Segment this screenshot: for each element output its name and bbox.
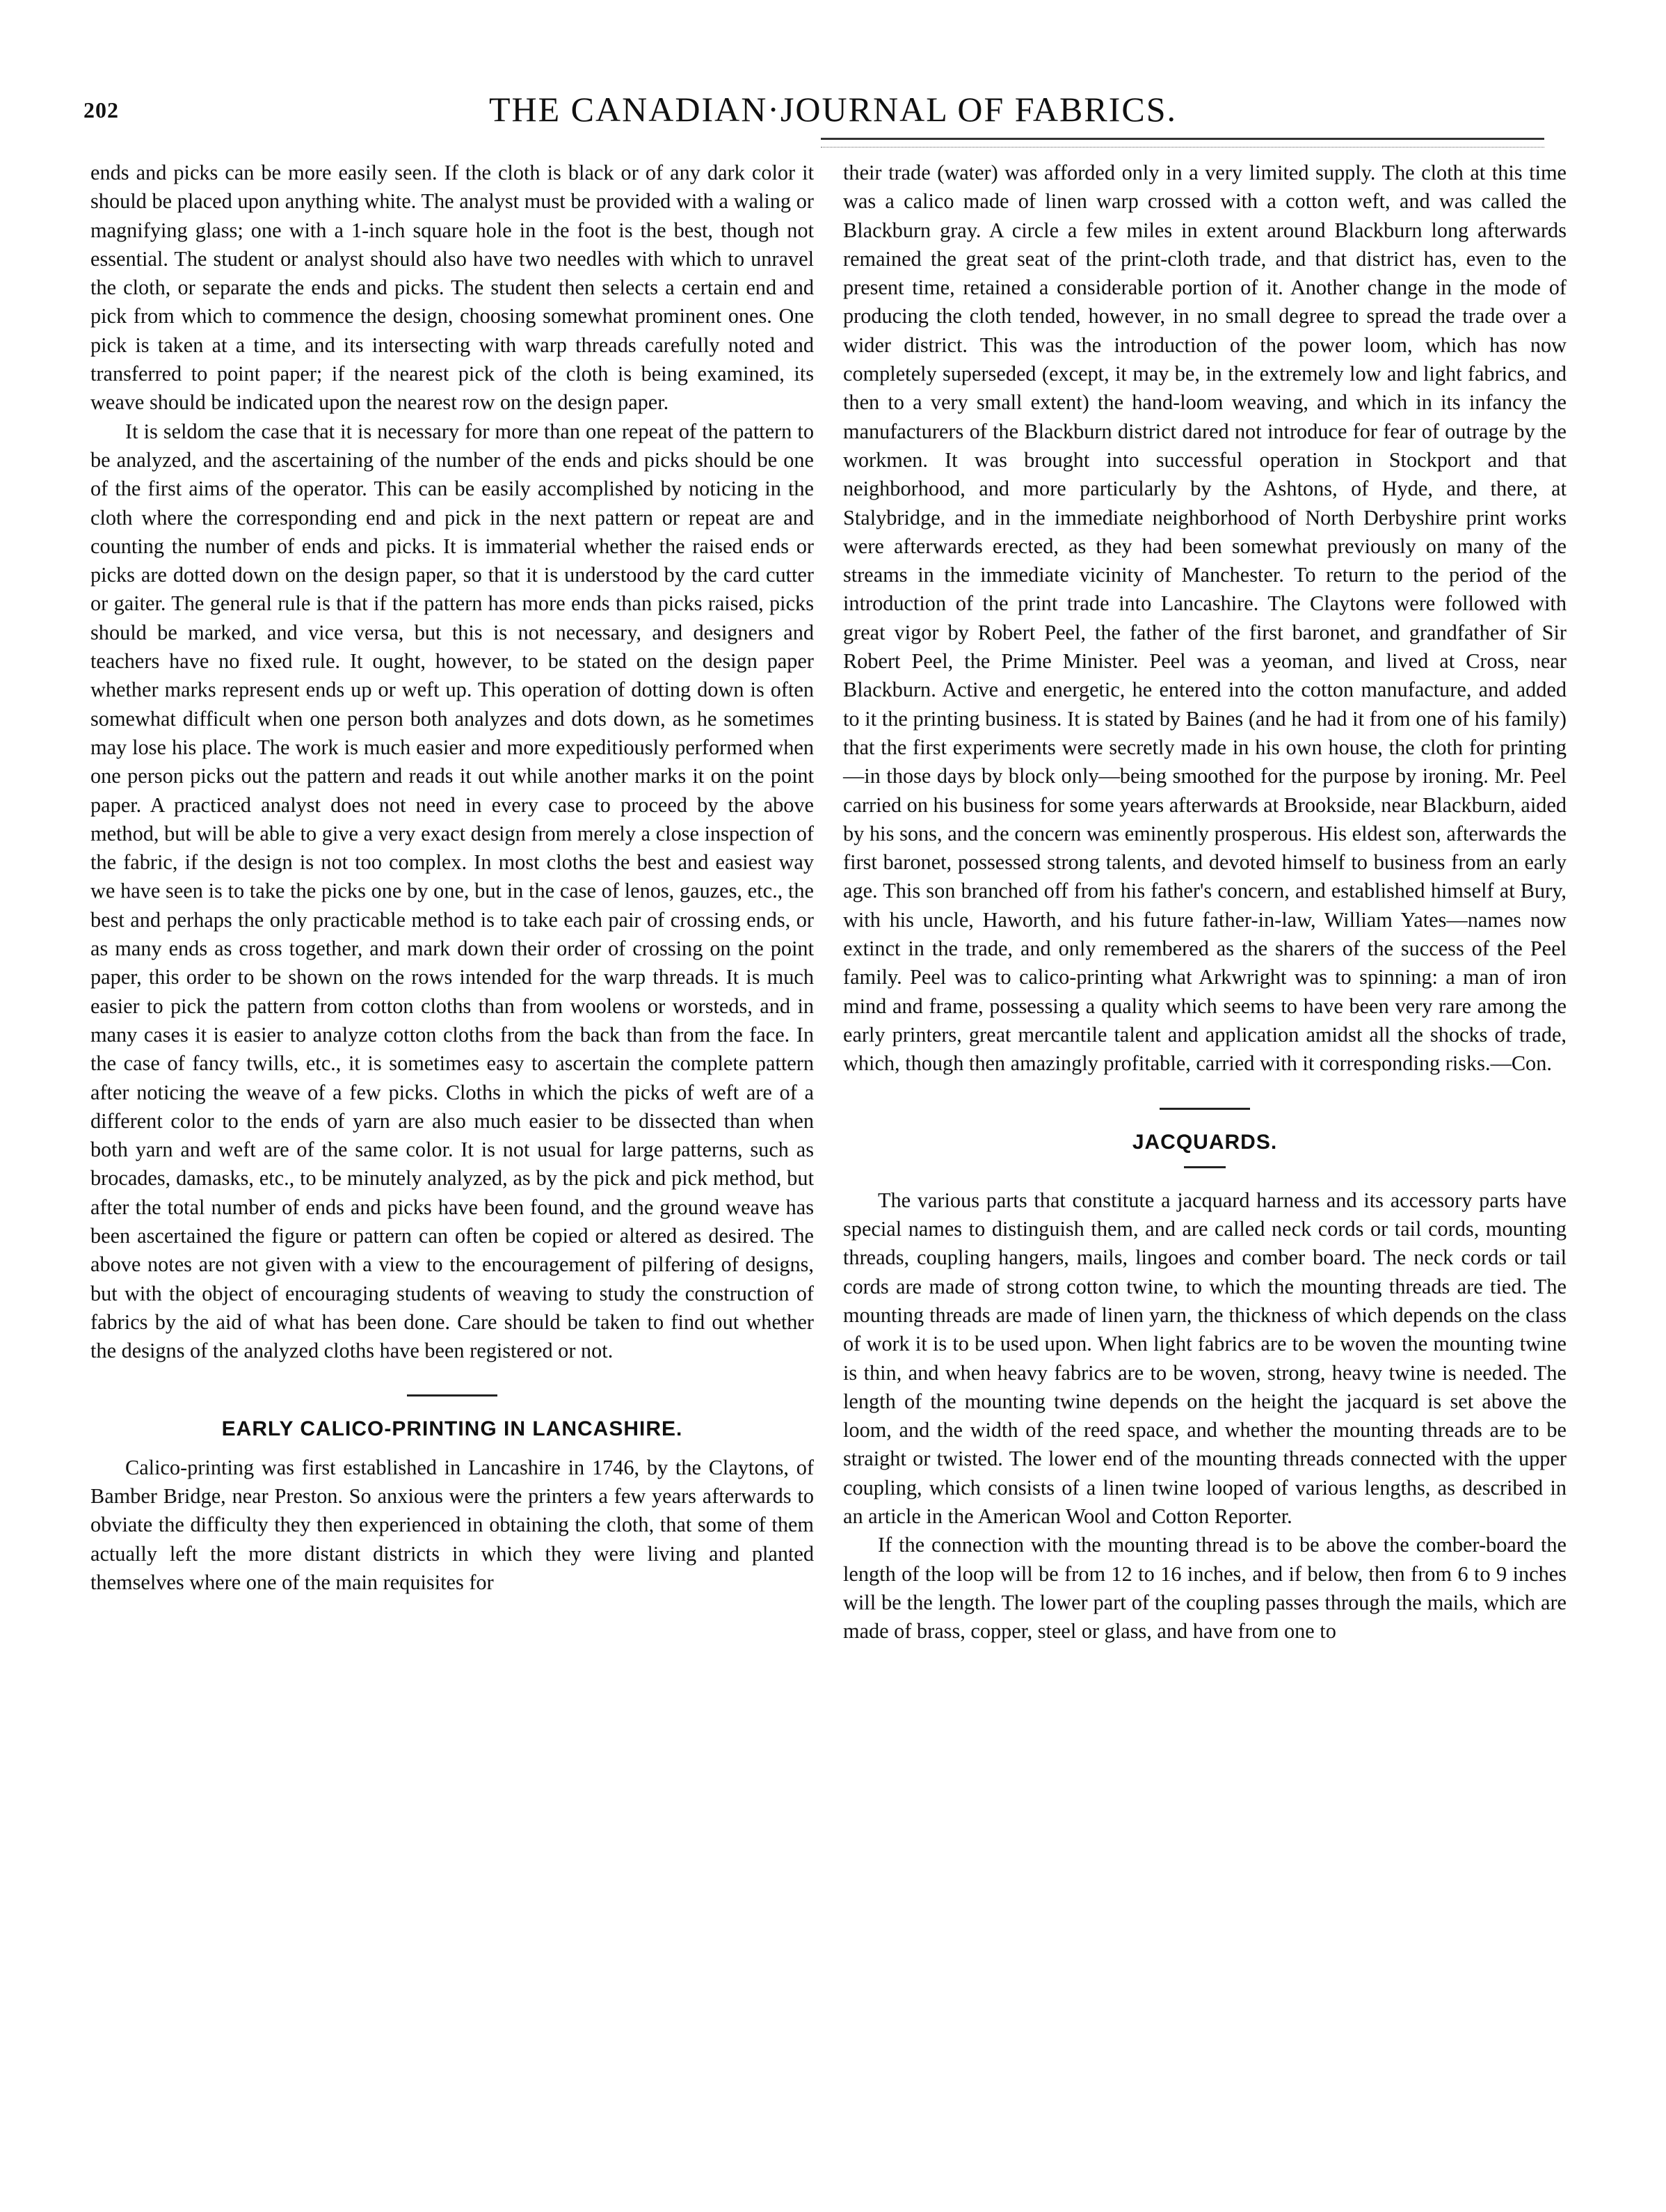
heading-underline bbox=[1184, 1166, 1226, 1168]
body-paragraph: ends and picks can be more easily seen. If the cloth is black or of any dark color it should be placed upon anything white. The analyst must be provided with a waling or magnifying glass; one with a 1-inch square hole in the foot is the best, though not essential. The student or analyst should also have two needles with which to unravel the cloth, or separate the ends and picks. The student then selects a certain end and pick from which to commence the design, choosing somewhat prominent ones. One pick is taken at a time, and its intersecting with warp threads carefully noted and transferred to point paper; if the nearest pick of the cloth is being examined, its weave should be indicated upon the nearest row on the design paper. bbox=[90, 161, 814, 415]
section-divider bbox=[407, 1394, 497, 1397]
left-column bbox=[90, 159, 814, 1597]
body-paragraph: If the connection with the mounting thread is to be above the comber-board the length of the loop will be from 12 to 16 inches, and if below, then from 6 to 9 inches will be the length. The lower part of the coupling passes through the mails, which are made of brass, copper, steel or glass, and have from one to bbox=[843, 1533, 1567, 1644]
journal-title: THE CANADIAN·JOURNAL OF FABRICS. bbox=[488, 90, 1178, 129]
section-heading-jacquards: JACQUARDS. bbox=[1132, 1130, 1278, 1154]
header-rule bbox=[821, 138, 1544, 148]
page-number: 202 bbox=[83, 97, 119, 122]
section-heading-calico: EARLY CALICO-PRINTING IN LANCASHIRE. bbox=[221, 1417, 683, 1441]
body-paragraph: The various parts that constitute a jacquard harness and its accessory parts have special names to distinguish them, and are called neck cords or tail cords, mounting threads, coupling hangers, mails, lingoes and comber board. The neck cords or tail cords are made of strong cotton twine, to which the mounting threads are tied. The mounting threads are made of linen yarn, the thickness of which depends on the class of work it is to be used upon. When light fabrics are to be woven the mounting twine is thin, and when heavy fabrics are to be woven, strong, heavy twine is needed. The length of the mounting twine depends on the height the jacquard is set above the loom, and the width of the reed space, and whether the mounting threads are to be straight or twisted. The lower end of the mounting threads connected with the upper coupling, which consists of a linen twine looped of various lengths, as described in an article in the American Wool and Cotton Reporter. bbox=[843, 1188, 1567, 1529]
body-paragraph: their trade (water) was afforded only in a very limited supply. The cloth at this time was a calico made of linen warp crossed with a cotton weft, and was called the Blackburn gray. A circle a few miles in extent around Blackburn long afterwards remained the great seat of the print-cloth trade, and that district has, even to the present time, retained a considerable portion of it. Another change in the mode of producing the cloth tended, however, in no small degree to spread the trade over a wider district. This was the introduction of the power loom, which has now completely superseded (except, it may be, in the extremely low and light fabrics, and then to a very small extent) the hand-loom weaving, and which in its infancy the manufacturers of the Blackburn district dared not introduce for fear of outrage by the workmen. It was brought into successful operation in Stockport and that neighborhood, and more particularly by the Ashtons, of Hyde, and there, at Stalybridge, and in the immediate neighborhood of North Derbyshire print works were afterwards erected, as they had been somewhat previously on many of the streams in the immediate vicinity of Manchester. To return to the period of the introduction of the print trade into Lancashire. The Claytons were followed with great vigor by Robert Peel, the father of the first baronet, and grandfather of Sir Robert Peel, the Prime Minister. Peel was a yeoman, and lived at Cross, near Blackburn. Active and energetic, he entered into the cotton manufacture, and added to it the printing business. It is stated by Baines (and he had it from one of his family) that the first experiments were secretly made in his own house, the cloth for printing—in those days by block only—being smoothed for the purpose by ironing. Mr. Peel carried on his business for some years afterwards at Brookside, near Blackburn, aided by his sons, and the concern was eminently prosperous. His eldest son, afterwards the first baronet, possessed strong talents, and devoted himself to business from an early age. This son branched off from his father's concern, and established himself at Bury, with his uncle, Haworth, and his future father-in-law, William Yates—names now extinct in the trade, and only remembered as the sharers of the success of the Peel family. Peel was to calico-printing what Arkwright was to spinning: a man of iron mind and frame, possessing a quality which seems to have been very rare among the early printers, great mercantile talent and application amidst all the shocks of trade, which, though then amazingly profitable, carried with it corresponding risks.—Con. bbox=[843, 161, 1567, 1076]
section-divider bbox=[1160, 1108, 1250, 1110]
body-paragraph: It is seldom the case that it is necessary for more than one repeat of the pattern to be analyzed, and the ascertaining of the number of the ends and picks should be one of the first aims of the operator. This can be easily accomplished by noticing in the cloth where the corresponding end and pick in the next pattern or repeat are and counting the number of ends and picks. It is immaterial whether the raised ends or picks are dotted down on the design paper, so that it is understood by the card cutter or gaiter. The general rule is that if the pattern has more ends than picks raised, picks should be marked, and vice versa, but this is not necessary, and designers and teachers have no fixed rule. It ought, however, to be stated on the design paper whether marks represent ends up or weft up. This operation of dotting down is often somewhat difficult when one person both analyzes and dots down, as he sometimes may lose his place. The work is much easier and more expeditiously performed when one person picks out the pattern and reads it out while another marks it on the point paper. A practiced analyst does not need in every case to proceed by the above method, but will be able to give a very exact design from merely a close inspection of the fabric, if the design is not too complex. In most cloths the best and easiest way we have seen is to take the picks one by one, but in the case of lenos, gauzes, etc., the best and perhaps the only practicable method is to take each pair of crossing ends, or as many ends as cross together, and mark down their order of crossing on the point paper, this order to be shown on the rows intended for the warp threads. It is much easier to pick the pattern from cotton cloths than from woolens or worsteds, and in many cases it is easier to analyze cotton cloths from the back than from the face. In the case of fancy twills, etc., it is sometimes easy to ascertain the complete pattern after noticing the weave of a few picks. Cloths in which the picks of weft are of a different color to the ends of yarn are also much easier to be dissected than when both yarn and weft are of the same color. It is not usual for large patterns, such as brocades, damasks, etc., to be minutely analyzed, as by the pick and pick method, but after the total number of ends and picks have been found, and the ground weave has been ascertained the figure or pattern can often be copied or altered as desired. The above notes are not given with a view to the encouragement of pilfering of designs, but with the object of encouraging students of weaving to study the construction of fabrics by the aid of what has been done. Care should be taken to find out whether the designs of the analyzed cloths have been registered or not. bbox=[90, 419, 814, 1363]
body-paragraph: Calico-printing was first established in Lancashire in 1746, by the Claytons, of Bamber Bridge, near Preston. So anxious were the printers a few years afterwards to obviate the difficulty they then experienced in obtaining the cloth, that some of them actually left the more distant districts in which they were living and planted themselves where one of the main requisites for bbox=[90, 1455, 814, 1594]
right-column bbox=[843, 159, 1567, 1646]
